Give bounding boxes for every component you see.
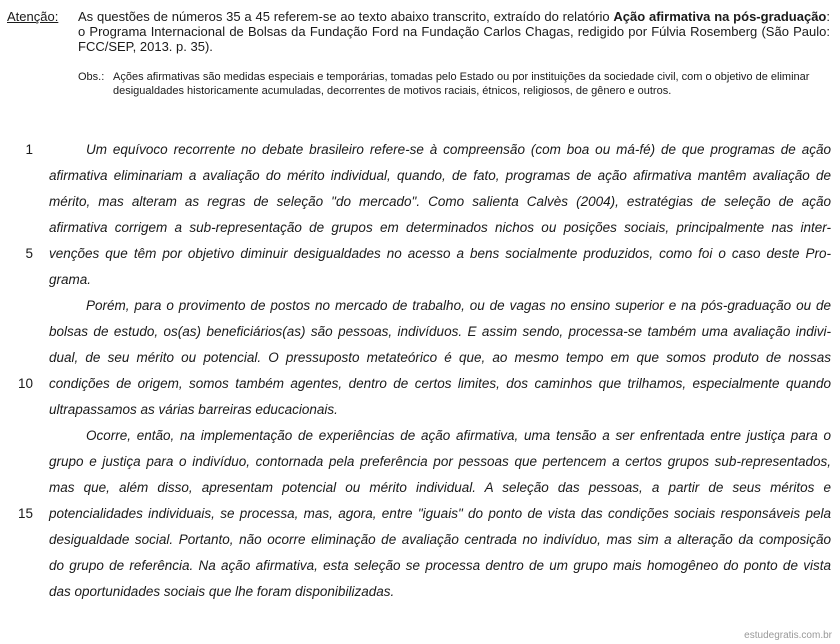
text-line: desigualdade social. Portanto, não ocorre eliminação de avaliação centrada no indivíduo, mas sim a alteração da composição — [49, 532, 831, 547]
attention-label: Atenção: — [7, 9, 59, 24]
text-line: do grupo de referência. Na ação afirmativa, esta seleção se processa dentro de um grupo mais homogêneo do ponto de vista — [49, 558, 831, 573]
obs-text: Ações afirmativas são medidas especiais e temporárias, tomadas pelo Estado ou por instituições da sociedade civil, com o objetivo de eliminar desigualdades historicamente acumuladas, decorrentes de motivos raciais, étnicos, religiosos, de gênero e outros. — [113, 71, 810, 97]
text-line: mas que, além disso, apresentam potencial ou mérito individual. A seleção das pessoas, a partir de seus méritos e — [49, 480, 831, 495]
text-line: Ocorre, então, na implementação de experiências de ação afirmativa, uma tensão a ser enfrentada entre justiça para o — [86, 428, 831, 443]
text-line: grupo e justiça para o indivíduo, contornada pela preferência por pessoas que pertencem a certos grupos sub-representados, — [49, 454, 831, 469]
line-number: 10 — [17, 376, 33, 391]
text-line: Um equívoco recorrente no debate brasileiro refere-se à compreensão (com boa ou má-fé) de que programas de ação — [86, 142, 831, 157]
text-line: afirmativa corrigem a sub-representação de grupos em determinados nichos ou posições sociais, principalmente nas inter- — [49, 220, 831, 235]
obs-note — [78, 70, 830, 98]
header-title: Ação afirmativa na pós-graduação — [613, 9, 827, 24]
text-line: potencialidades individuais, se processa, mas, agora, entre "iguais" do ponto de vista das condições sociais responsáveis pela — [49, 506, 831, 521]
header-intro: As questões de números 35 a 45 referem-se ao texto abaixo transcrito, extraído do relatório — [78, 9, 614, 24]
text-line: bolsas de estudo, os(as) beneficiários(as) são pessoas, indivíduos. E assim sendo, processa-se também uma avaliação indivi- — [49, 324, 831, 339]
text-line: ultrapassamos as várias barreiras educacionais. — [49, 402, 338, 417]
line-number: 5 — [25, 246, 33, 261]
header-rest: : o Programa Internacional de Bolsas da Fundação Ford na Fundação Carlos Chagas, redigido por Fúlvia Rosemberg (São Paulo: FCC/SEP, 2013. p. 35). — [78, 9, 830, 54]
text-line: Porém, para o provimento de postos no mercado de trabalho, ou de vagas no ensino superior e na pós-graduação ou de — [86, 298, 831, 313]
text-line: venções que têm por objetivo diminuir desigualdades no acesso a bens socialmente produzidos, como foi o caso deste Pro- — [49, 246, 831, 261]
text-line: mérito, mas alteram as regras de seleção "do mercado". Como salienta Calvès (2004), estratégias de seleção de ação — [49, 194, 831, 209]
header-text — [78, 9, 830, 54]
line-number: 15 — [17, 506, 33, 521]
text-line: grama. — [49, 272, 92, 287]
line-number: 1 — [25, 142, 33, 157]
obs-label: Obs.: — [78, 71, 105, 83]
text-line: condições de origem, somos também agentes, dentro de certos limites, dos caminhos que trilhamos, especialmente quando — [49, 376, 831, 391]
text-line: dual, de seu mérito ou potencial. O pressuposto metateórico é que, ao mesmo tempo em que somos produto de nossas — [49, 350, 831, 365]
text-line: afirmativa eliminariam a avaliação do mérito individual, quando, de fato, programas de ação afirmativa mantêm avaliação de — [49, 168, 831, 183]
text-line: das oportunidades sociais que lhe foram disponibilizadas. — [49, 584, 395, 599]
site-watermark: estudegratis.com.br — [744, 630, 832, 641]
